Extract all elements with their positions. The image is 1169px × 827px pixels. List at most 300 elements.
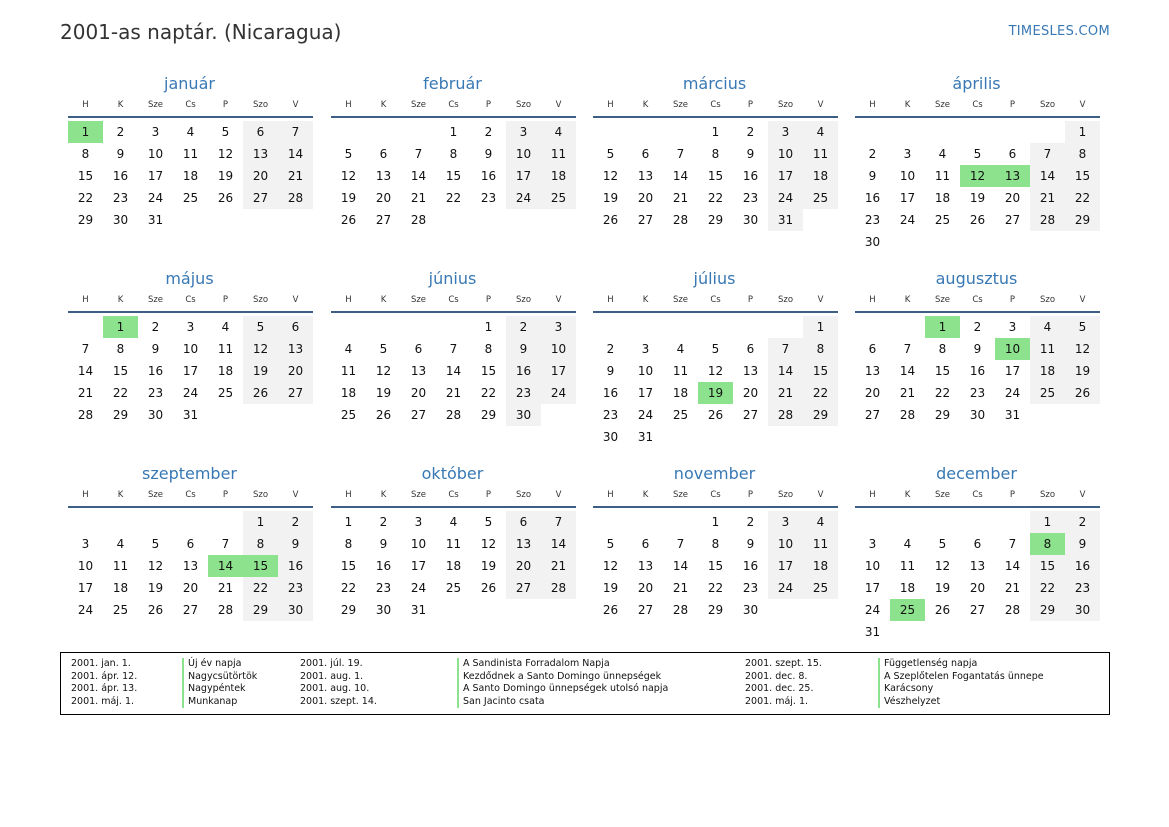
- empty-cell: [1030, 121, 1065, 143]
- day-cell: 22: [112, 386, 129, 400]
- day-cell: 16: [147, 364, 164, 378]
- week-row: [331, 338, 576, 360]
- day-cell: 28: [672, 213, 689, 227]
- weekday-label: Sze: [147, 295, 164, 305]
- empty-cell: [243, 209, 278, 231]
- day-cell: 29: [77, 213, 94, 227]
- day-cell: 24: [768, 577, 803, 599]
- day-cell: 22: [340, 581, 357, 595]
- weekday-label: H: [345, 100, 352, 110]
- day-cell: 21: [1030, 187, 1065, 209]
- day-cell: 7: [676, 537, 685, 551]
- day-cell: 17: [768, 555, 803, 577]
- month-name: szeptember: [141, 464, 237, 483]
- day-cell: 5: [379, 342, 388, 356]
- day-cell: 5: [344, 147, 353, 161]
- empty-cell: [733, 316, 768, 338]
- holiday-day-cell: 8: [1030, 533, 1065, 555]
- day-cell: 13: [278, 338, 313, 360]
- day-cell: 1: [243, 511, 278, 533]
- legend-date: 2001. ápr. 13.: [71, 683, 138, 695]
- day-cell: 17: [182, 364, 199, 378]
- day-cell: 19: [243, 360, 278, 382]
- day-cell: 6: [278, 316, 313, 338]
- weekday-label: P: [222, 100, 229, 110]
- day-cell: 13: [864, 364, 881, 378]
- legend-holiday-name: Nagycsütörtök: [182, 671, 257, 684]
- day-cell: 5: [711, 342, 720, 356]
- day-cell: 19: [340, 191, 357, 205]
- day-cell: 28: [768, 404, 803, 426]
- day-cell: 8: [484, 342, 493, 356]
- day-cell: 6: [973, 537, 982, 551]
- day-cell: 14: [899, 364, 916, 378]
- day-cell: 14: [672, 559, 689, 573]
- weekday-label: Sze: [934, 295, 951, 305]
- header-rule: [68, 506, 313, 508]
- week-row: [593, 577, 838, 599]
- holiday-day-cell: 14: [208, 555, 243, 577]
- week-row: [68, 599, 313, 621]
- header-rule: [68, 311, 313, 313]
- day-cell: 11: [217, 342, 234, 356]
- empty-cell: [890, 511, 925, 533]
- day-cell: 5: [938, 537, 947, 551]
- weekday-label: H: [869, 490, 876, 500]
- day-cell: 20: [637, 581, 654, 595]
- day-cell: 8: [243, 533, 278, 555]
- day-cell: 4: [449, 515, 458, 529]
- empty-cell: [278, 404, 313, 426]
- month-6: [331, 268, 576, 426]
- day-cell: 2: [116, 125, 125, 139]
- holiday-legend: [60, 652, 1110, 715]
- day-cell: 21: [541, 555, 576, 577]
- day-cell: 28: [77, 408, 94, 422]
- week-row: [855, 143, 1100, 165]
- weekday-label: P: [222, 295, 229, 305]
- month-9: [68, 463, 313, 621]
- week-row: [68, 360, 313, 382]
- header-rule: [331, 311, 576, 313]
- day-cell: 3: [641, 342, 650, 356]
- weekday-label: H: [345, 490, 352, 500]
- week-row: [593, 426, 838, 448]
- weekday-header: [331, 291, 576, 309]
- day-cell: 14: [768, 360, 803, 382]
- day-cell: 25: [803, 187, 838, 209]
- day-cell: 25: [445, 581, 462, 595]
- day-cell: 24: [1004, 386, 1021, 400]
- weekday-label: Cs: [448, 295, 459, 305]
- month-name: december: [936, 464, 1017, 483]
- day-cell: 2: [278, 511, 313, 533]
- empty-cell: [401, 121, 436, 143]
- empty-cell: [1065, 621, 1100, 643]
- weekday-label: Cs: [448, 100, 459, 110]
- empty-cell: [855, 511, 890, 533]
- day-cell: 29: [340, 603, 357, 617]
- legend-date: 2001. aug. 10.: [300, 683, 370, 695]
- day-cell: 4: [344, 342, 353, 356]
- week-row: [331, 187, 576, 209]
- day-cell: 15: [934, 364, 951, 378]
- header-rule: [331, 116, 576, 118]
- weekday-label: P: [747, 490, 754, 500]
- empty-cell: [663, 426, 698, 448]
- day-cell: 29: [707, 213, 724, 227]
- week-row: [855, 121, 1100, 143]
- day-cell: 30: [278, 599, 313, 621]
- day-cell: 19: [217, 169, 234, 183]
- legend-date: 2001. máj. 1.: [71, 695, 135, 707]
- day-cell: 3: [81, 537, 90, 551]
- day-cell: 31: [637, 430, 654, 444]
- day-cell: 16: [1065, 555, 1100, 577]
- day-cell: 9: [746, 147, 755, 161]
- day-cell: 16: [278, 555, 313, 577]
- week-row: [331, 382, 576, 404]
- day-cell: 5: [221, 125, 230, 139]
- day-cell: 15: [1065, 165, 1100, 187]
- day-cell: 12: [602, 559, 619, 573]
- day-cell: 30: [969, 408, 986, 422]
- empty-cell: [208, 511, 243, 533]
- empty-cell: [890, 621, 925, 643]
- day-cell: 6: [414, 342, 423, 356]
- day-cell: 19: [147, 581, 164, 595]
- day-cell: 18: [803, 165, 838, 187]
- weekday-label: H: [607, 490, 614, 500]
- day-cell: 4: [221, 320, 230, 334]
- week-row: [593, 533, 838, 555]
- weekday-label: K: [117, 490, 124, 500]
- week-row: [855, 511, 1100, 533]
- day-cell: 12: [375, 364, 392, 378]
- day-cell: 3: [768, 121, 803, 143]
- day-cell: 11: [803, 533, 838, 555]
- weekday-label: P: [485, 490, 492, 500]
- day-cell: 13: [969, 559, 986, 573]
- day-cell: 28: [1004, 603, 1021, 617]
- weekday-header: [855, 96, 1100, 114]
- day-cell: 13: [506, 533, 541, 555]
- month-11: [593, 463, 838, 621]
- day-cell: 5: [151, 537, 160, 551]
- day-cell: 3: [414, 515, 423, 529]
- day-cell: 9: [278, 533, 313, 555]
- day-cell: 3: [768, 511, 803, 533]
- day-cell: 21: [899, 386, 916, 400]
- weekday-label: Cs: [710, 490, 721, 500]
- empty-cell: [995, 121, 1030, 143]
- empty-cell: [890, 121, 925, 143]
- day-cell: 18: [541, 165, 576, 187]
- day-cell: 19: [934, 581, 951, 595]
- day-cell: 7: [903, 342, 912, 356]
- day-cell: 5: [973, 147, 982, 161]
- day-cell: 1: [1065, 121, 1100, 143]
- week-row: [68, 187, 313, 209]
- week-row: [68, 165, 313, 187]
- day-cell: 16: [864, 191, 881, 205]
- day-cell: 30: [602, 430, 619, 444]
- day-cell: 6: [868, 342, 877, 356]
- weekday-header: [593, 291, 838, 309]
- day-cell: 27: [410, 408, 427, 422]
- day-cell: 3: [541, 316, 576, 338]
- day-cell: 27: [182, 603, 199, 617]
- weekday-label: V: [817, 100, 824, 110]
- empty-cell: [855, 316, 890, 338]
- day-cell: 26: [602, 213, 619, 227]
- week-row: [68, 316, 313, 338]
- legend-date: 2001. szept. 15.: [745, 658, 822, 669]
- day-cell: 4: [541, 121, 576, 143]
- day-cell: 17: [637, 386, 654, 400]
- empty-cell: [331, 121, 366, 143]
- week-row: [68, 404, 313, 426]
- empty-cell: [628, 121, 663, 143]
- day-cell: 6: [1008, 147, 1017, 161]
- week-row: [331, 577, 576, 599]
- week-row: [593, 316, 838, 338]
- day-cell: 13: [742, 364, 759, 378]
- week-row: [331, 165, 576, 187]
- day-cell: 13: [637, 169, 654, 183]
- day-cell: 18: [672, 386, 689, 400]
- empty-cell: [663, 316, 698, 338]
- day-cell: 31: [1004, 408, 1021, 422]
- empty-cell: [803, 599, 838, 621]
- day-cell: 1: [344, 515, 353, 529]
- day-cell: 18: [803, 555, 838, 577]
- day-cell: 22: [934, 386, 951, 400]
- weekday-label: Cs: [448, 490, 459, 500]
- day-cell: 7: [1030, 143, 1065, 165]
- day-cell: 30: [112, 213, 129, 227]
- weekday-label: Szo: [777, 490, 794, 500]
- day-cell: 17: [864, 581, 881, 595]
- weekday-label: Cs: [710, 295, 721, 305]
- day-cell: 26: [602, 603, 619, 617]
- day-cell: 15: [1030, 555, 1065, 577]
- weekday-label: P: [1009, 490, 1016, 500]
- day-cell: 3: [506, 121, 541, 143]
- empty-cell: [855, 121, 890, 143]
- weekday-label: V: [292, 295, 299, 305]
- weekday-label: Sze: [147, 490, 164, 500]
- weekday-label: P: [1009, 295, 1016, 305]
- day-cell: 18: [182, 169, 199, 183]
- weekday-label: K: [642, 100, 649, 110]
- day-cell: 30: [742, 603, 759, 617]
- day-cell: 1: [711, 515, 720, 529]
- day-cell: 11: [182, 147, 199, 161]
- empty-cell: [1030, 231, 1065, 253]
- day-cell: 15: [707, 169, 724, 183]
- day-cell: 8: [803, 338, 838, 360]
- week-row: [331, 316, 576, 338]
- week-row: [855, 316, 1100, 338]
- day-cell: 11: [541, 143, 576, 165]
- month-4: [855, 73, 1100, 253]
- day-cell: 14: [445, 364, 462, 378]
- day-cell: 3: [868, 537, 877, 551]
- week-row: [331, 599, 576, 621]
- week-row: [855, 533, 1100, 555]
- week-row: [331, 121, 576, 143]
- empty-cell: [925, 121, 960, 143]
- day-cell: 24: [410, 581, 427, 595]
- week-row: [855, 555, 1100, 577]
- day-cell: 10: [768, 143, 803, 165]
- month-name: június: [428, 269, 477, 288]
- day-cell: 20: [1004, 191, 1021, 205]
- month-5: [68, 268, 313, 426]
- month-name: november: [673, 464, 756, 483]
- empty-cell: [366, 121, 401, 143]
- day-cell: 8: [938, 342, 947, 356]
- empty-cell: [768, 316, 803, 338]
- day-cell: 21: [410, 191, 427, 205]
- day-cell: 13: [375, 169, 392, 183]
- legend-date: 2001. jan. 1.: [71, 658, 131, 669]
- day-cell: 26: [147, 603, 164, 617]
- day-cell: 6: [379, 147, 388, 161]
- empty-cell: [960, 621, 995, 643]
- week-row: [593, 165, 838, 187]
- day-cell: 3: [903, 147, 912, 161]
- weekday-label: H: [82, 100, 89, 110]
- weekday-label: Sze: [410, 490, 427, 500]
- weekday-label: H: [869, 100, 876, 110]
- day-cell: 29: [1065, 209, 1100, 231]
- day-cell: 11: [1030, 338, 1065, 360]
- week-row: [593, 511, 838, 533]
- day-cell: 22: [480, 386, 497, 400]
- day-cell: 7: [449, 342, 458, 356]
- day-cell: 24: [541, 382, 576, 404]
- month-name: augusztus: [935, 269, 1018, 288]
- day-cell: 22: [707, 191, 724, 205]
- day-cell: 28: [445, 408, 462, 422]
- day-cell: 17: [506, 165, 541, 187]
- holiday-day-cell: 1: [925, 316, 960, 338]
- weekday-label: P: [747, 295, 754, 305]
- day-cell: 12: [707, 364, 724, 378]
- day-cell: 6: [746, 342, 755, 356]
- week-row: [855, 599, 1100, 621]
- day-cell: 8: [449, 147, 458, 161]
- legend-names-col-3: [878, 658, 1044, 708]
- day-cell: 23: [969, 386, 986, 400]
- empty-cell: [471, 209, 506, 231]
- month-name: április: [952, 74, 1001, 93]
- day-cell: 10: [541, 338, 576, 360]
- day-cell: 22: [803, 382, 838, 404]
- day-cell: 25: [340, 408, 357, 422]
- empty-cell: [1065, 231, 1100, 253]
- week-row: [593, 360, 838, 382]
- week-row: [593, 555, 838, 577]
- day-cell: 17: [768, 165, 803, 187]
- empty-cell: [803, 209, 838, 231]
- week-row: [855, 382, 1100, 404]
- day-cell: 23: [112, 191, 129, 205]
- day-cell: 18: [217, 364, 234, 378]
- day-cell: 10: [147, 147, 164, 161]
- day-cell: 24: [147, 191, 164, 205]
- weekday-header: [331, 486, 576, 504]
- empty-cell: [768, 426, 803, 448]
- day-cell: 20: [243, 165, 278, 187]
- day-cell: 27: [243, 187, 278, 209]
- day-cell: 2: [868, 147, 877, 161]
- legend-holiday-name: Új év napja: [182, 658, 257, 671]
- brand-link[interactable]: TIMESLES.COM: [1008, 24, 1110, 39]
- day-cell: 2: [746, 125, 755, 139]
- day-cell: 29: [243, 599, 278, 621]
- weekday-header: [593, 486, 838, 504]
- empty-cell: [401, 316, 436, 338]
- week-row: [855, 338, 1100, 360]
- day-cell: 6: [641, 537, 650, 551]
- day-cell: 30: [506, 404, 541, 426]
- day-cell: 9: [151, 342, 160, 356]
- month-7: [593, 268, 838, 448]
- weekday-label: K: [380, 100, 387, 110]
- legend-date: 2001. dec. 8.: [745, 670, 808, 682]
- weekday-label: Cs: [185, 295, 196, 305]
- day-cell: 26: [480, 581, 497, 595]
- day-cell: 1: [1030, 511, 1065, 533]
- week-row: [855, 360, 1100, 382]
- week-row: [855, 231, 1100, 253]
- day-cell: 13: [410, 364, 427, 378]
- day-cell: 24: [768, 187, 803, 209]
- weekday-label: Sze: [672, 100, 689, 110]
- day-cell: 23: [506, 382, 541, 404]
- day-cell: 9: [379, 537, 388, 551]
- day-cell: 6: [641, 147, 650, 161]
- holiday-day-cell: 10: [995, 338, 1030, 360]
- day-cell: 22: [1065, 187, 1100, 209]
- weekday-label: K: [904, 100, 911, 110]
- holiday-day-cell: 1: [68, 121, 103, 143]
- day-cell: 28: [541, 577, 576, 599]
- day-cell: 13: [182, 559, 199, 573]
- weekday-label: Szo: [777, 100, 794, 110]
- day-cell: 12: [217, 147, 234, 161]
- legend-date: 2001. ápr. 12.: [71, 670, 138, 682]
- weekday-label: K: [904, 490, 911, 500]
- holiday-day-cell: 19: [698, 382, 733, 404]
- weekday-label: Cs: [710, 100, 721, 110]
- day-cell: 8: [1065, 143, 1100, 165]
- day-cell: 16: [375, 559, 392, 573]
- day-cell: 31: [182, 408, 199, 422]
- empty-cell: [960, 121, 995, 143]
- weekday-label: P: [1009, 100, 1016, 110]
- weekday-label: P: [747, 100, 754, 110]
- empty-cell: [925, 621, 960, 643]
- day-cell: 5: [606, 147, 615, 161]
- empty-cell: [663, 121, 698, 143]
- day-cell: 17: [147, 169, 164, 183]
- weekday-label: P: [485, 295, 492, 305]
- holiday-day-cell: 13: [995, 165, 1030, 187]
